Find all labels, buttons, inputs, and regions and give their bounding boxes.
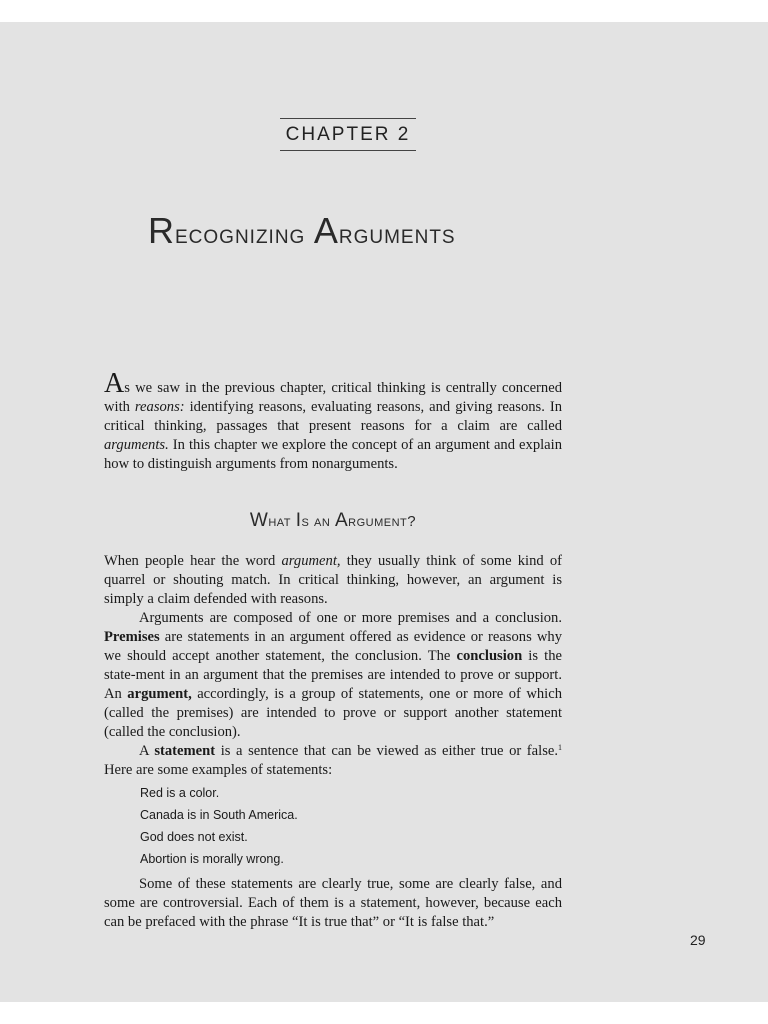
chapter-title: [148, 210, 568, 252]
example-statements-list: [140, 782, 540, 870]
decorative-swirl-icon: [0, 22, 768, 382]
list-item: God does not exist.: [140, 830, 248, 844]
list-item: Canada is in South America.: [140, 808, 298, 822]
intro-paragraph: As we saw in the previous chapter, critical thinking is centrally concerned with reasons: identifying reasons, evaluating reasons, and giving reasons. In critical thinking, passages that present reasons for a claim are called arguments. In this chapter we explore the concept of an argument and explain how to distinguish arguments from nonarguments.: [104, 368, 562, 472]
paragraph-statement: A statement is a sentence that can be viewed as either true or false.$^1$ Here are some examples of statements:: [104, 743, 563, 778]
chapter-title-word-1: ecognizing: [175, 219, 306, 249]
paragraph-argument-word: When people hear the word argument, they usually think of some kind of quarrel or shouting match. In critical thinking, however, an argument is simply a claim defended with reasons.: [104, 553, 562, 607]
section-heading: What Is an Argument?: [249, 510, 417, 531]
book-page: [0, 22, 768, 1002]
paragraph-controversial: Some of these statements are clearly true, some are clearly false, and some are controversial. Each of them is a statement, however, because each can be prefaced with the phrase “It is true that” or “It is false that.”: [104, 876, 562, 930]
chapter-title-word-2: rguments: [338, 219, 456, 249]
list-item: Abortion is morally wrong.: [140, 852, 284, 866]
drop-cap: A: [104, 368, 125, 399]
chapter-title-initial-1: R: [148, 210, 175, 251]
chapter-title-initial-2: A: [313, 210, 339, 251]
footnote-marker: 1: [558, 743, 563, 752]
page-number: 29: [690, 932, 706, 948]
body-text-continued: [104, 875, 562, 932]
chapter-label: CHAPTER 2: [280, 118, 416, 151]
paragraph-premises: Arguments are composed of one or more premises and a conclusion. Premises are statements in an argument offered as evidence or reasons why we should accept another statement, the conclusion. The conclusion is the state-ment in an argument that the premises are intended to prove or support. An argument, accordingly, is a group of statements, one or more of which (called the premises) are intended to prove or support another statement (called the conclusion).: [104, 610, 562, 740]
body-text: [104, 552, 562, 780]
list-item: Red is a color.: [140, 786, 220, 800]
